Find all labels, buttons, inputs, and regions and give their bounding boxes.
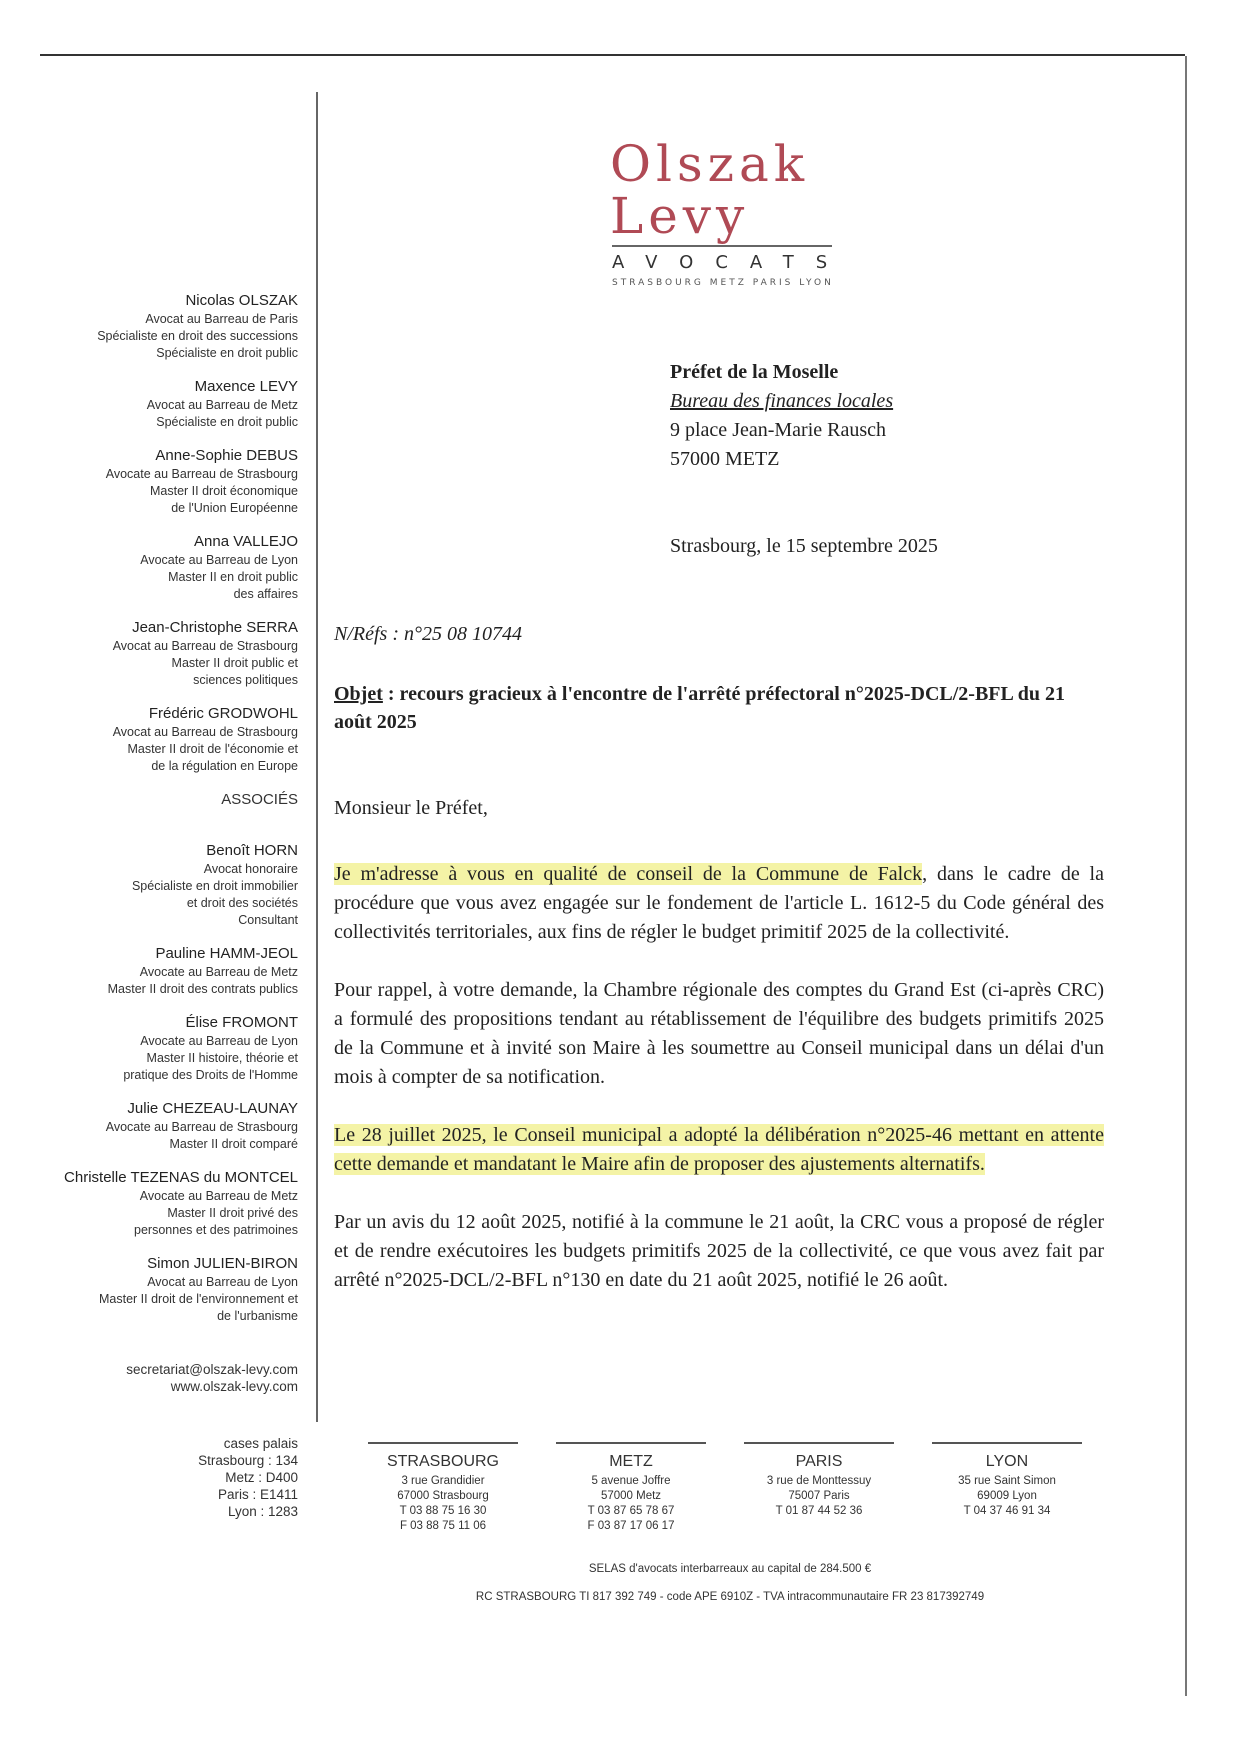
court-cases — [60, 1435, 298, 1520]
partner-title: des affaires — [233, 587, 298, 601]
associate-title: Avocate au Barreau de Metz — [139, 965, 298, 979]
firm-contact — [60, 1361, 298, 1395]
office-line: T 04 37 46 91 34 — [963, 1505, 1051, 1517]
partner-name: Anna VALLEJO — [194, 533, 298, 550]
salutation: Monsieur le Préfet, — [334, 797, 488, 819]
partner-name: Maxence LEVY — [194, 378, 298, 395]
office-line: F 03 87 17 06 17 — [587, 1520, 675, 1532]
firm-logo — [610, 135, 850, 245]
associate-title: Avocate au Barreau de Lyon — [140, 1034, 298, 1048]
partner-title: Avocat au Barreau de Metz — [146, 398, 298, 412]
associate-entry — [60, 842, 298, 929]
office-rule — [368, 1442, 518, 1444]
partners-list — [60, 292, 298, 775]
office-line: 75007 Paris — [788, 1490, 850, 1502]
associate-title: personnes et des patrimoines — [134, 1223, 298, 1237]
office-city: METZ — [609, 1453, 653, 1470]
logo-line-2: Levy — [610, 187, 750, 245]
office-line: 67000 Strasbourg — [397, 1490, 489, 1502]
partner-title: Avocat au Barreau de Strasbourg — [112, 725, 298, 739]
associate-title: pratique des Droits de l'Homme — [123, 1068, 298, 1082]
associates-list — [60, 842, 298, 1325]
associate-entry — [60, 1255, 298, 1325]
office-metz — [556, 1442, 706, 1534]
letterhead-sidebar — [60, 292, 298, 1520]
partner-name: Frédéric GRODWOHL — [148, 705, 298, 722]
recipient-city: 57000 METZ — [670, 448, 780, 470]
body-paragraph: Par un avis du 12 août 2025, notifié à la commune le 21 août, la CRC vous a proposé de régler et de rendre exécutoires les budgets primitifs 2025 de la collectivité, ce que vous avez fait par arrêté n°2025-DCL/2-BFL n°130 en date du 21 août 2025, notifié le 26 août. — [334, 1211, 1104, 1291]
highlighted-text: Je m'adresse à vous en qualité de conseil de la Commune de Falck — [334, 863, 923, 885]
associate-title: Spécialiste en droit immobilier — [131, 879, 298, 893]
office-rule — [932, 1442, 1082, 1444]
legal-capital: SELAS d'avocats interbarreaux au capital de 284.500 € — [588, 1563, 872, 1575]
letter-body — [334, 860, 1104, 1324]
case-entry: Metz : D400 — [225, 1470, 298, 1485]
firm-email[interactable]: secretariat@olszak-levy.com — [126, 1362, 298, 1377]
office-line: 3 rue Grandidier — [401, 1475, 485, 1487]
partner-entry — [60, 292, 298, 362]
highlighted-text: Le 28 juillet 2025, le Conseil municipal a adopté la délibération n°2025-46 mettant en attente cette demande et mandatant le Maire afin de proposer des ajustements alternatifs. — [334, 1124, 1104, 1175]
associate-title: Master II droit comparé — [169, 1137, 298, 1151]
associate-name: Élise FROMONT — [185, 1014, 298, 1031]
associate-title: Master II droit privé des — [167, 1206, 298, 1220]
associate-title: Avocat honoraire — [203, 862, 298, 876]
associate-name: Benoît HORN — [206, 842, 298, 859]
partner-title: Avocate au Barreau de Lyon — [140, 553, 298, 567]
letter-date: Strasbourg, le 15 septembre 2025 — [670, 535, 938, 557]
associate-title: Avocate au Barreau de Strasbourg — [105, 1120, 298, 1134]
partner-entry — [60, 447, 298, 517]
partner-title: Master II droit public et — [171, 656, 298, 670]
subject-text: : recours gracieux à l'encontre de l'arrêté préfectoral n°2025-DCL/2-BFL du 21 août 2025 — [334, 683, 1066, 733]
office-line: 35 rue Saint Simon — [958, 1475, 1056, 1487]
recipient-department: Bureau des finances locales — [670, 390, 894, 412]
body-paragraph: Pour rappel, à votre demande, la Chambre régionale des comptes du Grand Est (ci-après CRC) a formulé des propositions tendant au rétablissement de l'équilibre des budgets primitifs 2025 de la Commune et à invité son Maire à les soumettre au Conseil municipal dans un délai d'un mois à compter de sa notification. — [334, 979, 1104, 1088]
associate-name: Julie CHEZEAU-LAUNAY — [127, 1100, 298, 1117]
associate-title: de l'urbanisme — [217, 1309, 298, 1323]
office-line: T 01 87 44 52 36 — [775, 1505, 863, 1517]
partner-entry — [60, 378, 298, 431]
partner-entry — [60, 619, 298, 689]
reference-number: N/Réfs : n°25 08 10744 — [334, 623, 522, 645]
partner-title: de la régulation en Europe — [151, 759, 298, 773]
partner-title: Spécialiste en droit des successions — [97, 329, 298, 343]
office-rule — [556, 1442, 706, 1444]
paragraph-text: , dans le cadre de la procédure que vous avez engagée sur le fondement de l'article L. 1612-5 du Code général des collectivités territoriales, aux fins de régler le budget primitif 2025 de la collectivité. — [334, 863, 1104, 943]
associates-heading: ASSOCIÉS — [221, 791, 298, 808]
partner-title: Spécialiste en droit public — [156, 346, 298, 360]
office-line: T 03 87 65 78 67 — [587, 1505, 675, 1517]
office-paris — [744, 1442, 894, 1519]
associate-title: et droit des sociétés — [186, 896, 298, 910]
associate-title: Consultant — [238, 913, 298, 927]
partner-entry — [60, 705, 298, 775]
logo-rule — [612, 245, 832, 247]
logo-avocats: AVOCATS — [612, 252, 850, 273]
partner-title: Spécialiste en droit public — [156, 415, 298, 429]
office-city: STRASBOURG — [386, 1453, 499, 1470]
office-footer — [368, 1442, 1086, 1552]
partner-title: Avocat au Barreau de Paris — [145, 312, 298, 326]
partner-title: Master II droit de l'économie et — [127, 742, 298, 756]
associate-name: Simon JULIEN-BIRON — [147, 1255, 298, 1272]
associate-title: Master II droit de l'environnement et — [98, 1292, 298, 1306]
associate-entry — [60, 945, 298, 998]
case-entry: Lyon : 1283 — [227, 1504, 298, 1519]
associate-name: Pauline HAMM-JEOL — [155, 945, 298, 962]
office-city: PARIS — [795, 1453, 843, 1470]
subject-label: Objet — [334, 683, 383, 705]
office-line: 69009 Lyon — [977, 1490, 1037, 1502]
partner-title: Avocat au Barreau de Strasbourg — [112, 639, 298, 653]
sidebar-divider — [316, 92, 318, 1422]
partner-name: Jean-Christophe SERRA — [132, 619, 298, 636]
partner-title: Master II droit économique — [150, 484, 298, 498]
partner-title: Avocate au Barreau de Strasbourg — [105, 467, 298, 481]
partner-title: sciences politiques — [193, 673, 298, 687]
associate-title: Master II histoire, théorie et — [146, 1051, 298, 1065]
associate-entry — [60, 1014, 298, 1084]
recipient-street: 9 place Jean-Marie Rausch — [670, 419, 887, 441]
cases-heading: cases palais — [223, 1436, 298, 1451]
firm-website[interactable]: www.olszak-levy.com — [170, 1379, 298, 1394]
partner-title: de l'Union Européenne — [171, 501, 298, 515]
logo-cities: STRASBOURG METZ PARIS LYON — [612, 278, 834, 288]
associate-entry — [60, 1100, 298, 1153]
office-line: F 03 88 75 11 06 — [399, 1520, 487, 1532]
associate-title: Master II droit des contrats publics — [107, 982, 298, 996]
case-entry: Strasbourg : 134 — [198, 1453, 298, 1468]
associate-title: Avocat au Barreau de Lyon — [147, 1275, 298, 1289]
partner-entry — [60, 533, 298, 603]
associate-entry — [60, 1169, 298, 1239]
body-paragraph — [334, 1121, 1104, 1179]
partner-name: Nicolas OLSZAK — [185, 292, 298, 309]
logo-line-1: Olszak — [610, 135, 810, 193]
office-strasbourg — [368, 1442, 518, 1534]
office-line: 5 avenue Joffre — [591, 1475, 671, 1487]
header-rule — [40, 54, 1185, 56]
right-margin-rule — [1185, 56, 1187, 1696]
partner-title: Master II en droit public — [168, 570, 298, 584]
legal-registration: RC STRASBOURG TI 817 392 749 - code APE 6910Z - TVA intracommunautaire FR 23 817392749 — [475, 1591, 985, 1603]
associate-name: Christelle TEZENAS du MONTCEL — [64, 1169, 298, 1186]
body-paragraph — [334, 860, 1104, 947]
partner-name: Anne-Sophie DEBUS — [155, 447, 298, 464]
recipient-block — [670, 358, 893, 474]
associate-title: Avocate au Barreau de Metz — [139, 1189, 298, 1203]
office-line: T 03 88 75 16 30 — [399, 1505, 487, 1517]
office-rule — [744, 1442, 894, 1444]
office-lyon — [932, 1442, 1082, 1519]
recipient-name: Préfet de la Moselle — [670, 361, 839, 383]
case-entry: Paris : E1411 — [217, 1487, 298, 1502]
office-line: 3 rue de Monttessuy — [766, 1475, 872, 1487]
office-city: LYON — [985, 1453, 1029, 1470]
letter-subject — [334, 680, 1104, 736]
office-line: 57000 Metz — [600, 1490, 662, 1502]
